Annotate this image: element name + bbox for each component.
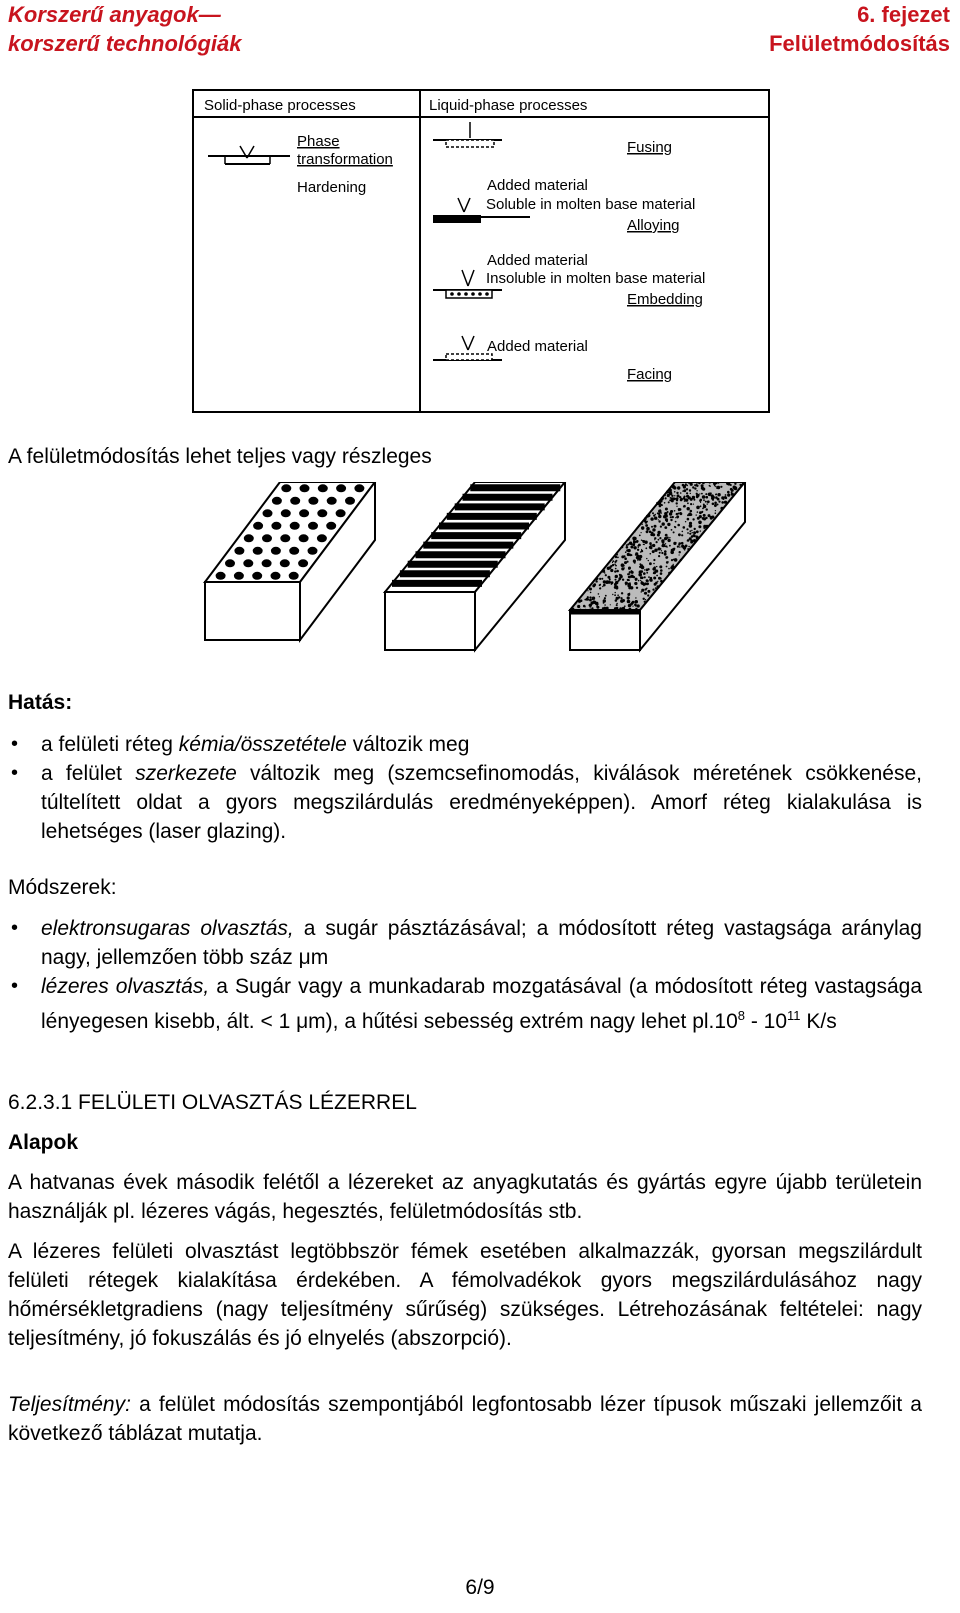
- methods-list: [8, 914, 922, 1036]
- facing-added-material: Added material: [487, 338, 588, 355]
- chapter-title: [769, 0, 950, 58]
- paragraph-laser-melting: A lézeres felületi olvasztást legtöbbször fémek esetében alkalmazzák, gyorsan megszilárdult felületi rétegek kialakítása érdekében. A fémolvadékok gyors megszilárdulásához nagy hőmérsékletgradiens (nagy teljesítmény sűrűség) szükséges. Létrehozásának feltételei: nagy teljesítmény, jó fokuszálás és jó elnyelés (abszorpció).: [8, 1240, 922, 1350]
- transformation-label: transformation: [297, 151, 393, 168]
- hardening-symbol: [208, 146, 290, 164]
- method-electron-beam: • elektronsugaras olvasztás, a sugár pásztázásával; a módosított réteg vastagsága aránylag nagy, jellemzően több száz μm: [8, 914, 922, 972]
- block-spots: [205, 482, 375, 640]
- basics-heading: Alapok: [8, 1131, 79, 1154]
- document-title: [8, 0, 242, 58]
- surface-treatment-illustration: [175, 482, 765, 662]
- soluble-label: Soluble in molten base material: [486, 196, 696, 213]
- block-full-coating: [570, 482, 745, 650]
- effects-list: [8, 730, 922, 846]
- title-line-2: korszerű technológiák: [8, 31, 242, 56]
- chapter-name: Felületmódosítás: [769, 31, 950, 56]
- effect-chemistry: • a felületi réteg kémia/összetétele változik meg: [8, 730, 922, 759]
- intro-text: A felületmódosítás lehet teljes vagy részleges: [8, 445, 432, 468]
- embedding-added-material: Added material: [487, 252, 588, 269]
- effect-structure: • a felület szerkezete változik meg (szemcsefinomodás, kiválások méretének csökkenése, túltelített oldat a gyors megszilárdulás eredményeképpen). Amorf réteg kialakulása is lehetséges (laser glazing).: [8, 759, 922, 846]
- alloying-added-material: Added material: [487, 177, 588, 194]
- method-laser: • lézeres olvasztás, a Sugár vagy a munkadarab mozgatásával (a módosított réteg vastagsága lényegesen kisebb, ált. < 1 μm), a hűtési sebesség extrém nagy lehet $pl.10^8 - 10^{11}$ K/s: [8, 972, 922, 1036]
- page-number: 6/9: [465, 1576, 495, 1599]
- chapter-number: 6. fejezet: [857, 2, 950, 27]
- solid-phase-heading: Solid-phase processes: [204, 97, 356, 114]
- process-diagram: [190, 88, 774, 418]
- liquid-phase-heading: Liquid-phase processes: [429, 97, 588, 114]
- effects-heading: Hatás:: [8, 691, 73, 714]
- fusing-symbol: [433, 122, 502, 147]
- hardening-label: Hardening: [297, 179, 367, 196]
- facing-label: Facing: [627, 366, 673, 383]
- paragraph-power: Teljesítmény: a felület módosítás szempontjából legfontosabb lézer típusok műszaki jellemzőit a következő táblázat mutatja.: [8, 1393, 922, 1445]
- block-stripes: [385, 482, 565, 650]
- embedding-label: Embedding: [627, 291, 703, 308]
- title-line-1: Korszerű anyagok—: [8, 2, 221, 27]
- methods-heading: Módszerek:: [8, 876, 117, 899]
- section-heading: 6.2.3.1 FELÜLETI OLVASZTÁS LÉZERREL: [8, 1091, 417, 1114]
- paragraph-history: A hatvanas évek második felétől a lézereket az anyagkutatás és gyártás egyre újabb területein használják pl. lézeres vágás, hegesztés, felületmódosítás stb.: [8, 1171, 922, 1223]
- fusing-label: Fusing: [627, 139, 673, 156]
- insoluble-label: Insoluble in molten base material: [486, 270, 706, 287]
- alloying-label: Alloying: [627, 217, 680, 234]
- phase-label: Phase: [297, 133, 340, 150]
